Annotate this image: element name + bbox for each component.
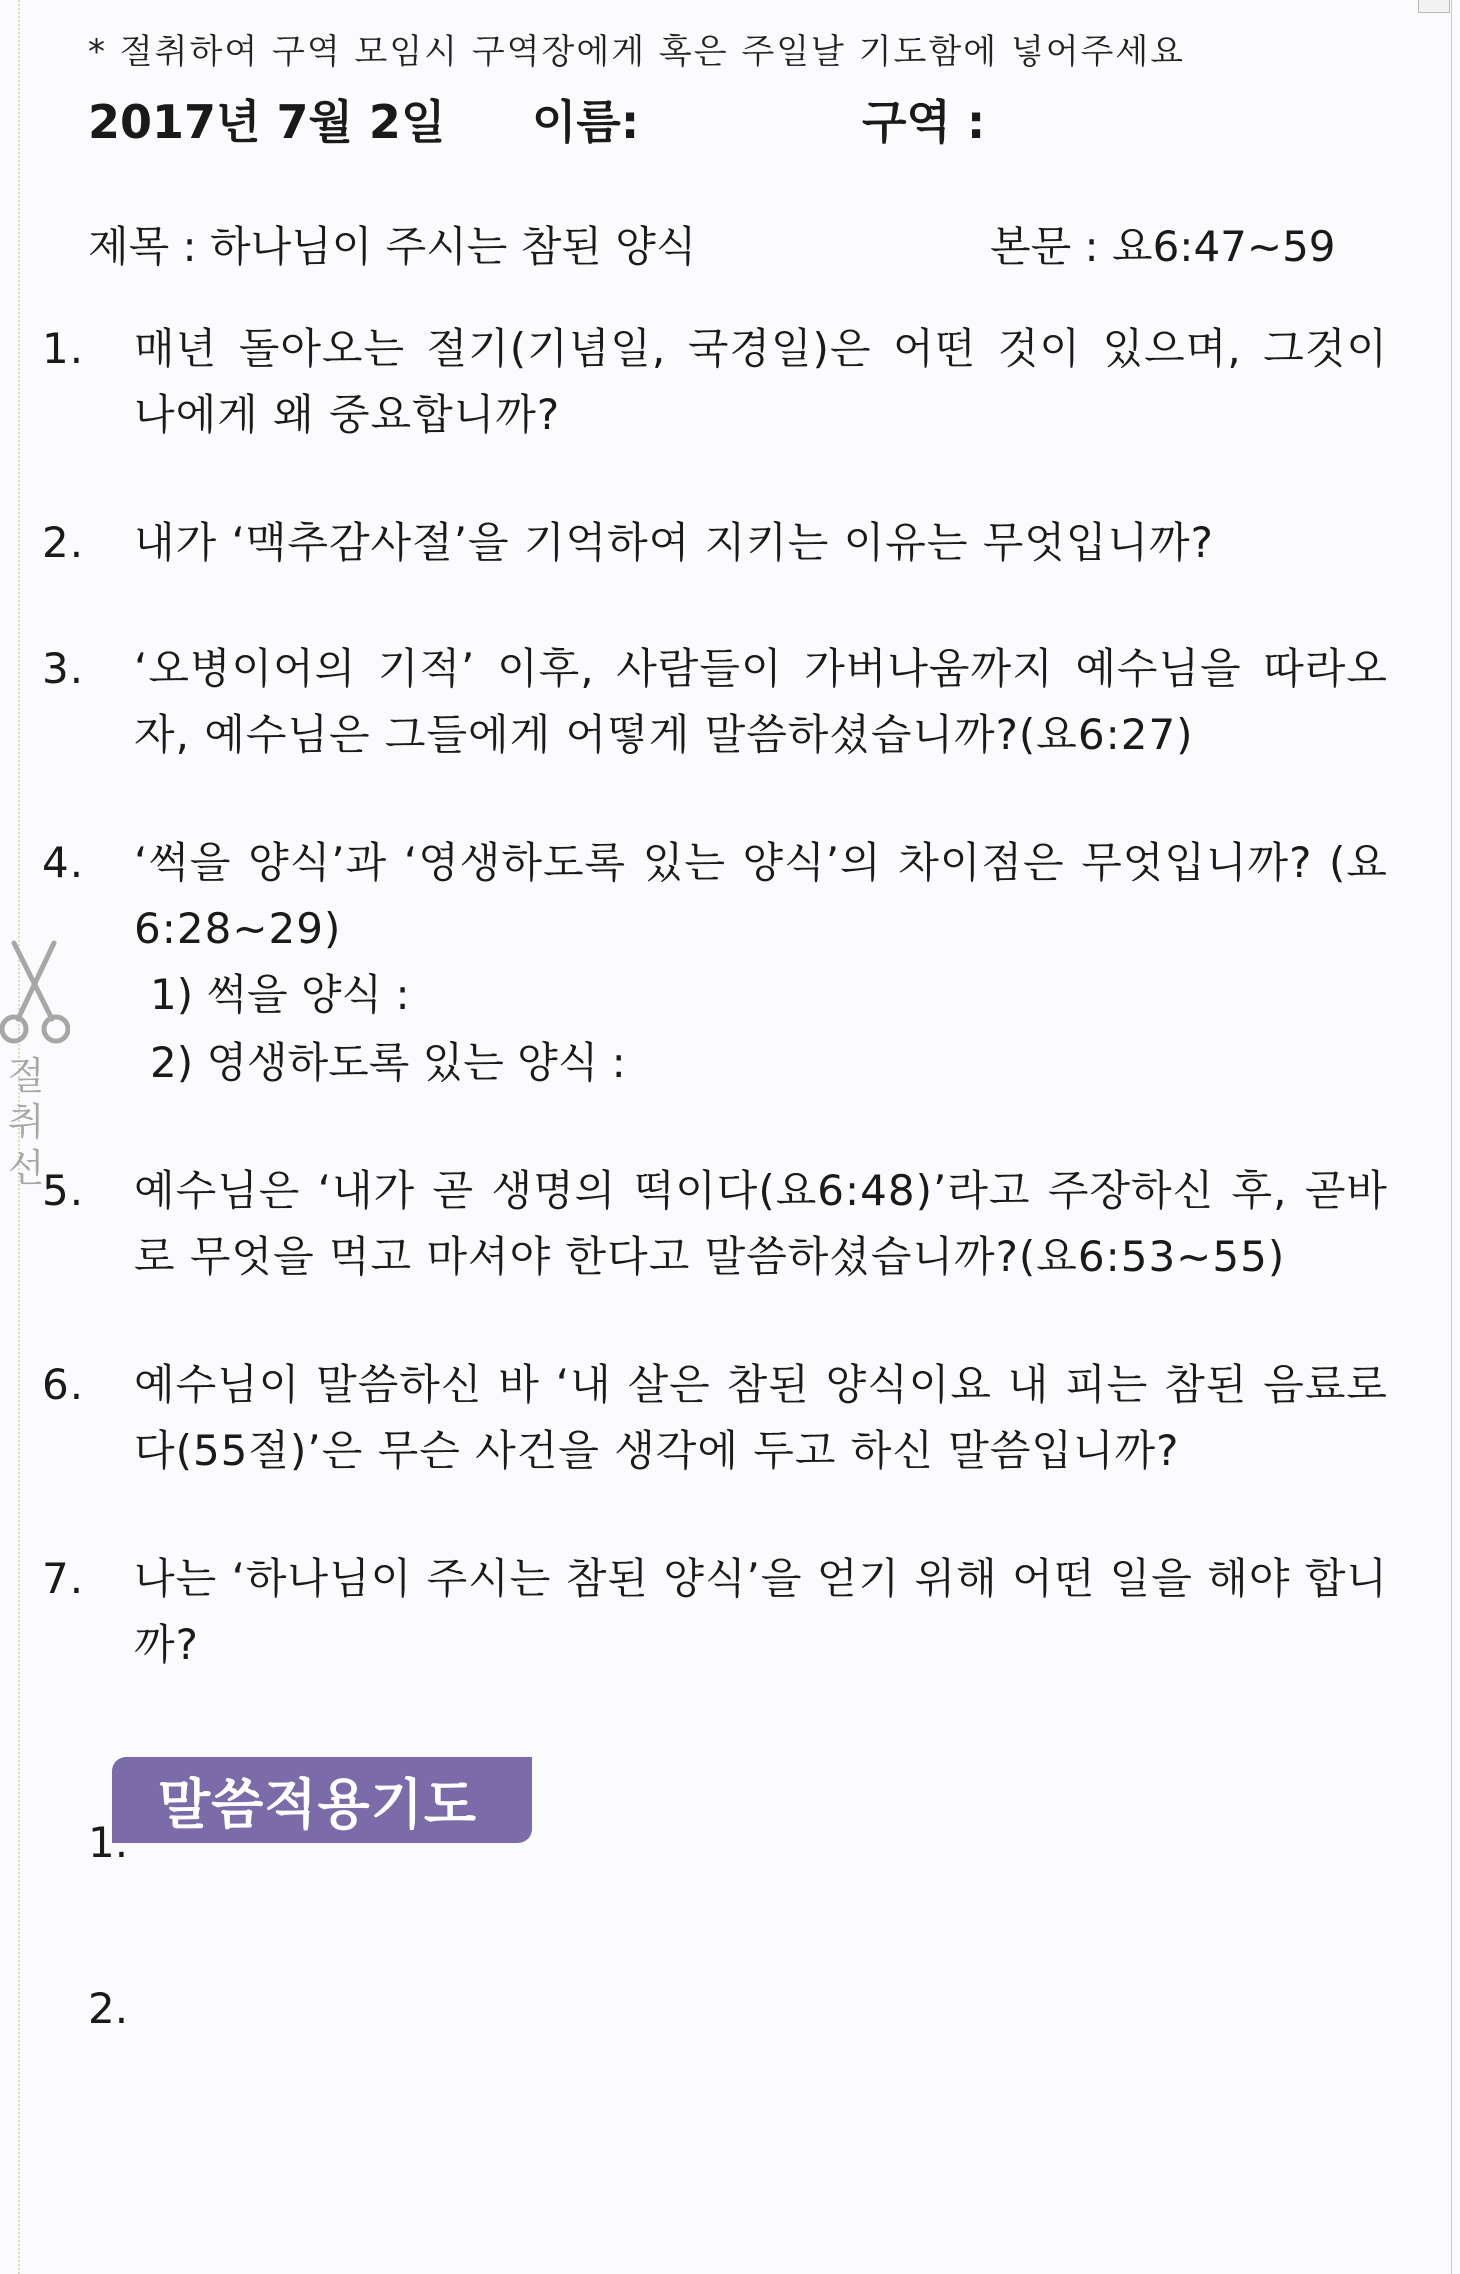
page-right-border (1451, 0, 1452, 2274)
cutline-char: 절 (7, 1054, 45, 1098)
question-text: 내가 ‘맥추감사절’을 기억하여 지키는 이유는 무엇입니까? (134, 518, 1214, 567)
question-text: ‘썩을 양식’과 ‘영생하도록 있는 양식’의 차이점은 무엇입니까? (요6:28~29) (134, 838, 1388, 953)
sermon-title: 제목 : 하나님이 주시는 참된 양식 (88, 222, 697, 271)
page-tab (1418, 0, 1450, 13)
question-2 (42, 510, 1388, 576)
question-text: 매년 돌아오는 절기(기념일, 국경일)은 어떤 것이 있으며, 그것이 나에게 왜 중요합니까? (134, 324, 1388, 439)
question-text: 나는 ‘하나님이 주시는 참된 양식’을 얻기 위해 어떤 일을 해야 합니까? (134, 1554, 1388, 1669)
question-5 (42, 1158, 1388, 1290)
question-number: 5. (42, 1166, 85, 1215)
header-area-label: 구역 : (862, 95, 986, 149)
question-3 (42, 636, 1388, 768)
prayer-item: 1. (88, 1818, 129, 1867)
header-name-label: 이름: (532, 95, 640, 149)
scissors-icon (0, 935, 70, 1045)
cutline-char: 취 (7, 1100, 45, 1144)
question-number: 3. (42, 644, 85, 693)
header-date: 2017년 7월 2일 (88, 95, 446, 149)
question-number: 7. (42, 1554, 85, 1603)
prayer-item: 2. (88, 1984, 129, 2033)
sermon-passage: 본문 : 요6:47~59 (990, 222, 1336, 271)
question-text: 예수님이 말씀하신 바 ‘내 살은 참된 양식이요 내 피는 참된 음료로다(55절)’은 무슨 사건을 생각에 두고 하신 말씀입니까? (134, 1360, 1388, 1475)
question-6 (42, 1352, 1388, 1484)
question-text: ‘오병이어의 기적’ 이후, 사람들이 가버나움까지 예수님을 따라오자, 예수님은 그들에게 어떻게 말씀하셨습니까?(요6:27) (134, 644, 1388, 759)
submission-notice: * 절취하여 구역 모임시 구역장에게 혹은 주일날 기도함에 넣어주세요 (88, 32, 1186, 72)
question-7 (42, 1546, 1388, 1678)
question-number: 2. (42, 518, 85, 567)
question-1 (42, 316, 1388, 448)
question-number: 6. (42, 1360, 85, 1409)
question-4-sub-item: 2) 영생하도록 있는 양식 : (150, 1038, 626, 1087)
prayer-section-badge: 말씀적용기도 (112, 1757, 532, 1843)
question-number: 1. (42, 324, 85, 373)
question-text: 예수님은 ‘내가 곧 생명의 떡이다(요6:48)’라고 주장하신 후, 곧바로 무엇을 먹고 마셔야 한다고 말씀하셨습니까?(요6:53~55) (134, 1166, 1388, 1281)
question-number: 4. (42, 838, 85, 887)
question-4-sub-item: 1) 썩을 양식 : (150, 970, 410, 1019)
question-4 (42, 830, 1388, 962)
cutline-char: 선 (7, 1146, 45, 1190)
